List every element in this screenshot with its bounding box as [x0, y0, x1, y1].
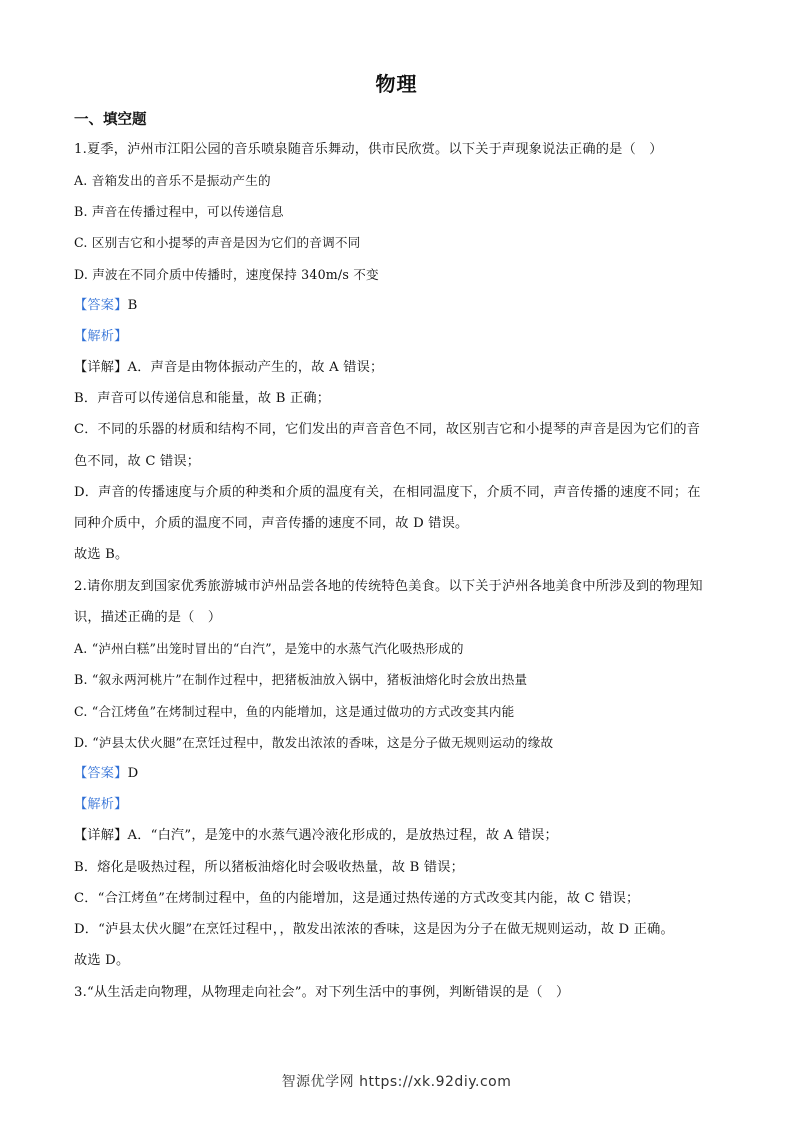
question-2-analysis-label: 【解析】 [74, 797, 128, 812]
question-2-option-c: C. “合江烤鱼”在烤制过程中，鱼的内能增加，这是通过做功的方式改变其内能 [74, 704, 515, 719]
section-heading: 一、填空题 [74, 111, 147, 128]
question-2-detail-line: 【详解】A．“白汽”，是笼中的水蒸气遇冷液化形成的，是放热过程，故 A 错误； [74, 828, 558, 843]
page-title: 物理 [375, 72, 418, 96]
question-3-stem: 3.“从生活走向物理，从物理走向社会”。对下列生活中的事例，判断错误的是（ ） [74, 985, 570, 1000]
answer-label: 【答案】 [74, 766, 128, 781]
question-1-detail-line: 色不同，故 C 错误； [74, 454, 201, 469]
question-2-stem-line: 识，描述正确的是（ ） [74, 610, 222, 625]
question-1-conclusion: 故选 B。 [74, 547, 129, 562]
answer-value: B [127, 298, 138, 313]
question-1-option-b: B. 声音在传播过程中，可以传递信息 [74, 204, 284, 219]
question-2-conclusion: 故选 D。 [74, 953, 130, 968]
question-1-detail-line: 【详解】A．声音是由物体振动产生的，故 A 错误； [74, 360, 384, 375]
question-2-option-b: B. “叙永两河桃片”在制作过程中，把猪板油放入锅中，猪板油熔化时会放出热量 [74, 672, 528, 687]
question-2-answer [74, 765, 138, 783]
question-1-detail-line: 同种介质中，介质的温度不同，声音传播的速度不同，故 D 错误。 [74, 516, 469, 531]
question-2-option-a: A. “泸州白糕”出笼时冒出的“白汽”，是笼中的水蒸气汽化吸热形成的 [74, 641, 464, 656]
question-1-detail-line: D．声音的传播速度与介质的种类和介质的温度有关，在相同温度下，介质不同，声音传播的速度不同；在 [74, 485, 701, 500]
question-1-answer [74, 297, 137, 315]
question-2-detail-line: B．熔化是吸热过程，所以猪板油熔化时会吸收热量，故 B 错误； [74, 860, 465, 875]
question-1-option-a: A. 音箱发出的音乐不是振动产生的 [74, 173, 271, 188]
question-1-stem: 1.夏季，泸州市江阳公园的音乐喷泉随音乐舞动，供市民欣赏。以下关于声现象说法正确的是（ ） [74, 142, 663, 157]
question-1-detail-line: B．声音可以传递信息和能量，故 B 正确； [74, 391, 331, 406]
question-2-stem-line: 2.请你朋友到国家优秀旅游城市泸州品尝各地的传统特色美食。以下关于泸州各地美食中所涉及到的物理知 [74, 579, 703, 594]
question-2-detail-line: C．“合江烤鱼”在烤制过程中，鱼的内能增加，这是通过热传递的方式改变其内能，故 C 错误； [74, 891, 640, 906]
question-1-analysis-label: 【解析】 [74, 329, 128, 344]
question-1-detail-line: C．不同的乐器的材质和结构不同，它们发出的声音音色不同，故区别吉它和小提琴的声音是因为它们的音 [74, 422, 701, 437]
page-footer: 智源优学网 https://xk.92diy.com [281, 1074, 512, 1090]
answer-value: D [127, 766, 139, 781]
question-2-detail-line: D．“泸县太伏火腿”在烹饪过程中，，散发出浓浓的香味，这是因为分子在做无规则运动，故 D 正确。 [74, 922, 674, 937]
question-2-option-d: D. “泸县太伏火腿”在烹饪过程中，散发出浓浓的香味，这是分子做无规则运动的缘故 [74, 735, 554, 750]
question-1-option-d: D. 声波在不同介质中传播时，速度保持 340m/s 不变 [74, 267, 379, 282]
question-1-option-c: C. 区别吉它和小提琴的声音是因为它们的音调不同 [74, 235, 361, 250]
answer-label: 【答案】 [74, 298, 128, 313]
